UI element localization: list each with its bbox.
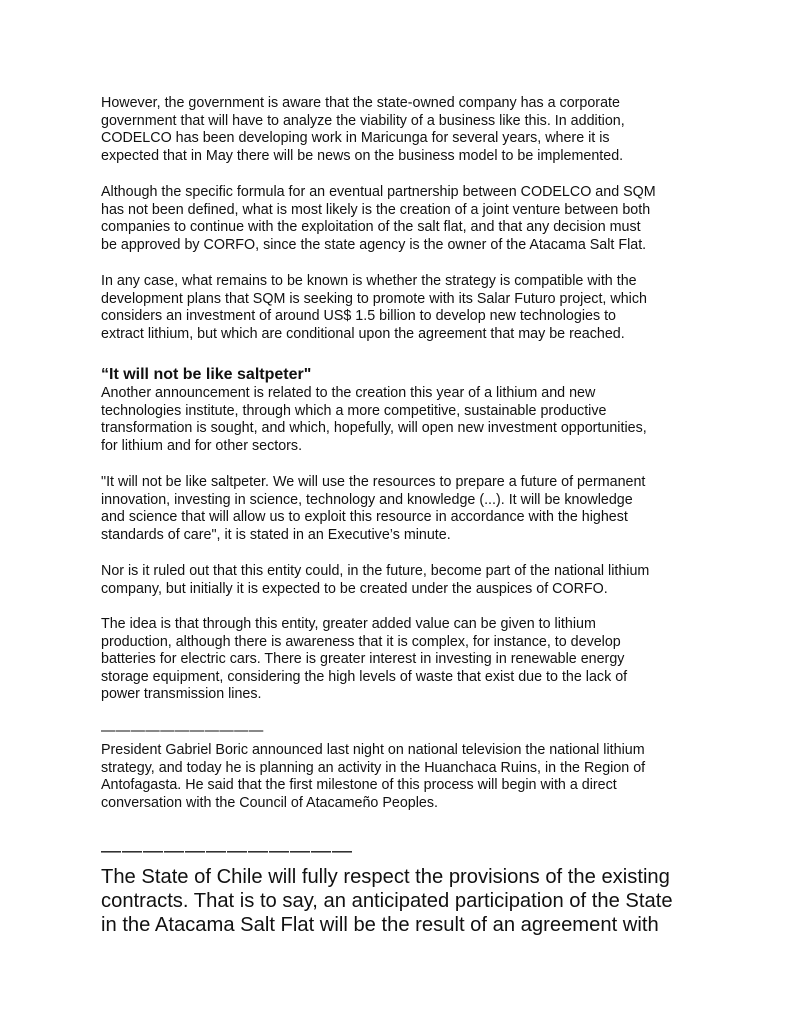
paragraph-quote: "It will not be like saltpeter. We will use the resources to prepare a future of permanent innovation, investing in science, technology and knowledge (...). It will be knowledge and science that will allow us to exploit this resource in accordance with the highest standards of care", it is stated in an Executive’s minute. (101, 474, 646, 543)
section-heading: “It will not be like saltpeter" (101, 366, 312, 383)
paragraph-boric: President Gabriel Boric announced last night on national television the national lithium strategy, and today he is planning an activity in the Huanchaca Ruins, in the Region of Antofagasta. He said that the first milestone of this process will begin with a direct conversation with the Council of Atacameño Peoples. (101, 742, 646, 811)
paragraph-codelco-maricunga: However, the government is aware that the state-owned company has a corporate government that will have to analyze the viability of a business like this. In addition, CODELCO has been developing work in Maricunga for several years, where it is expected that in May there will be news on the business model to be implemented. (101, 95, 625, 164)
paragraph-state-of-chile: The State of Chile will fully respect the provisions of the existing contracts. That is to say, an anticipated participation of the State in the Atacama Salt Flat will be the result of an agreement with (101, 866, 673, 936)
separator-line-large: ———————————— (101, 840, 353, 862)
separator-line: ——————————— (101, 723, 264, 739)
paragraph-salar-futuro: In any case, what remains to be known is whether the strategy is compatible with the development plans that SQM is seeking to promote with its Salar Futuro project, which considers an investment of around US$ 1.5 billion to develop new technologies to extract lithium, but which are conditional upon the agreement that may be reached. (101, 273, 647, 342)
paragraph-corfo-entity: Nor is it ruled out that this entity could, in the future, become part of the national lithium company, but initially it is expected to be created under the auspices of CORFO. (101, 563, 650, 597)
paragraph-institute: Another announcement is related to the creation this year of a lithium and new technologies institute, through which a more competitive, sustainable productive transformation is sought, and which, hopefully, will open new investment opportunities, for lithium and for other sectors. (101, 385, 647, 454)
paragraph-partnership: Although the specific formula for an eventual partnership between CODELCO and SQM has not been defined, what is most likely is the creation of a joint venture between both companies to continue with the exploitation of the salt flat, and that any decision must be approved by CORFO, since the state agency is the owner of the Atacama Salt Flat. (101, 184, 656, 253)
paragraph-added-value: The idea is that through this entity, greater added value can be given to lithium production, although there is awareness that it is complex, for instance, to develop batteries for electric cars. There is greater interest in investing in renewable energy storage equipment, considering the high levels of waste that exist due to the lack of power transmission lines. (101, 616, 628, 703)
